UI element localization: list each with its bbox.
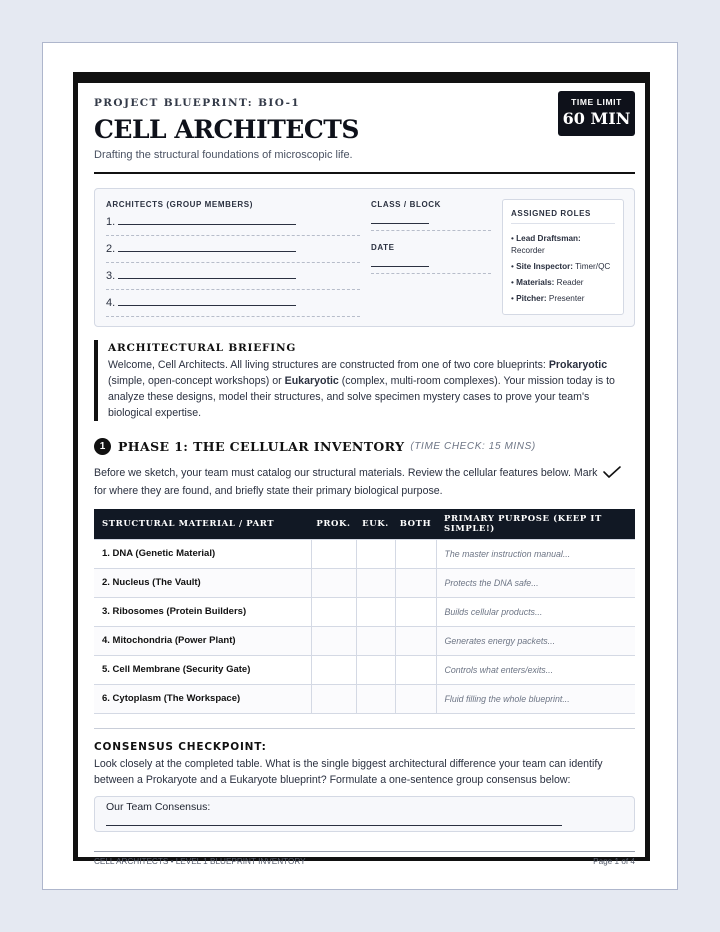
consensus-title: CONSENSUS CHECKPOINT:	[94, 740, 267, 753]
euk-checkbox[interactable]	[356, 568, 395, 597]
phase-number-badge: 1	[94, 438, 111, 455]
prok-checkbox[interactable]	[311, 539, 356, 568]
euk-checkbox[interactable]	[356, 655, 395, 684]
prok-checkbox[interactable]	[311, 626, 356, 655]
prok-checkbox[interactable]	[311, 684, 356, 713]
euk-checkbox[interactable]	[356, 684, 395, 713]
page-frame	[73, 72, 650, 866]
role-item: • Site Inspector: Timer/QC	[511, 262, 611, 271]
section-divider	[94, 728, 635, 729]
table-row	[94, 684, 635, 713]
group-info-panel	[94, 188, 635, 327]
euk-checkbox[interactable]	[356, 597, 395, 626]
consensus-prompt: Look closely at the completed table. What is the single biggest architectural difference your team can identify between a Prokaryote and a Eukaryote blueprint? Formulate a one-sentence group consensus below:	[94, 757, 603, 786]
class-block-field[interactable]	[371, 209, 491, 231]
assigned-roles-card	[502, 199, 624, 315]
consensus-answer-box[interactable]	[94, 796, 635, 832]
phase-heading	[94, 436, 635, 456]
purpose-field[interactable]: Builds cellular products...	[436, 597, 635, 626]
member-line-4[interactable]: 4.	[106, 290, 360, 317]
part-cell: 2. Nucleus (The Vault)	[94, 568, 311, 597]
date-field[interactable]	[371, 252, 491, 274]
header-divider	[94, 172, 635, 174]
phase-title: PHASE 1: THE CELLULAR INVENTORY	[118, 438, 405, 454]
footer-title: CELL ARCHITECTS • LEVEL 1 BLUEPRINT INVENTORY	[94, 857, 306, 866]
part-cell: 3. Ribosomes (Protein Builders)	[94, 597, 311, 626]
purpose-field[interactable]: Protects the DNA safe...	[436, 568, 635, 597]
page-title: CELL ARCHITECTS	[94, 115, 359, 144]
table-row	[94, 626, 635, 655]
time-limit-value: 60 MIN	[562, 109, 631, 128]
role-item: • Pitcher: Presenter	[511, 294, 585, 303]
class-date-section	[371, 200, 491, 274]
role-item: • Materials: Reader	[511, 278, 584, 287]
table-row	[94, 597, 635, 626]
purpose-field[interactable]: Fluid filling the whole blueprint...	[436, 684, 635, 713]
both-checkbox[interactable]	[395, 626, 436, 655]
phase-time-check: (TIME CHECK: 15 MINS)	[410, 440, 536, 452]
consensus-answer-line[interactable]	[106, 825, 562, 826]
member-line-3[interactable]: 3.	[106, 263, 360, 290]
project-eyebrow: PROJECT BLUEPRINT: BIO-1	[94, 97, 301, 109]
both-checkbox[interactable]	[395, 568, 436, 597]
footer-divider	[94, 851, 635, 852]
page-footer	[94, 857, 635, 866]
inventory-table	[94, 509, 635, 714]
prok-checkbox[interactable]	[311, 597, 356, 626]
col-header-prok: PROK.	[311, 509, 356, 539]
part-cell: 6. Cytoplasm (The Workspace)	[94, 684, 311, 713]
table-row	[94, 655, 635, 684]
consensus-box-label: Our Team Consensus:	[106, 800, 211, 813]
worksheet-page	[42, 42, 678, 890]
briefing-title: ARCHITECTURAL BRIEFING	[108, 342, 297, 354]
phase-instructions: Before we sketch, your team must catalog our structural materials. Review the cellular features below. Mark for where they are found, and briefly state their primary biological purpose.	[94, 464, 635, 500]
role-item: • Lead Draftsman: Recorder	[511, 234, 581, 255]
part-cell: 5. Cell Membrane (Security Gate)	[94, 655, 311, 684]
page-number: Page 1 of 4	[593, 857, 635, 866]
time-limit-label: TIME LIMIT	[571, 97, 622, 107]
table-row	[94, 539, 635, 568]
euk-checkbox[interactable]	[356, 539, 395, 568]
part-cell: 1. DNA (Genetic Material)	[94, 539, 311, 568]
col-header-purpose: PRIMARY PURPOSE (KEEP IT SIMPLE!)	[436, 509, 635, 539]
euk-checkbox[interactable]	[356, 626, 395, 655]
member-line-2[interactable]: 2.	[106, 236, 360, 263]
both-checkbox[interactable]	[395, 597, 436, 626]
time-limit-badge	[558, 91, 635, 136]
page-subtitle: Drafting the structural foundations of microscopic life.	[94, 149, 353, 161]
members-label: ARCHITECTS (GROUP MEMBERS)	[106, 200, 254, 209]
briefing-text: Welcome, Cell Architects. All living structures are constructed from one of two core blueprints: Prokaryotic (simple, open-concept workshops) or Eukaryotic (complex, multi-room complexes). Your mission today is to analyze these designs, model their structures, and solve specimen mystery cases to prove your team's biological expertise.	[108, 359, 615, 419]
part-cell: 4. Mitochondria (Power Plant)	[94, 626, 311, 655]
prok-checkbox[interactable]	[311, 568, 356, 597]
purpose-field[interactable]: Controls what enters/exits...	[436, 655, 635, 684]
col-header-part: STRUCTURAL MATERIAL / PART	[94, 509, 311, 539]
both-checkbox[interactable]	[395, 539, 436, 568]
class-block-label: CLASS / BLOCK	[371, 200, 442, 209]
member-line-1[interactable]: 1.	[106, 209, 360, 236]
roles-label: ASSIGNED ROLES	[511, 209, 615, 224]
col-header-euk: EUK.	[356, 509, 395, 539]
purpose-field[interactable]: Generates energy packets...	[436, 626, 635, 655]
col-header-both: BOTH	[395, 509, 436, 539]
prok-checkbox[interactable]	[311, 655, 356, 684]
table-row	[94, 568, 635, 597]
date-label: DATE	[371, 243, 395, 252]
purpose-field[interactable]: The master instruction manual...	[436, 539, 635, 568]
table-header-row	[94, 509, 635, 539]
both-checkbox[interactable]	[395, 684, 436, 713]
briefing-callout	[94, 340, 635, 421]
members-section	[106, 200, 360, 317]
both-checkbox[interactable]	[395, 655, 436, 684]
checkmark-icon	[602, 465, 622, 479]
